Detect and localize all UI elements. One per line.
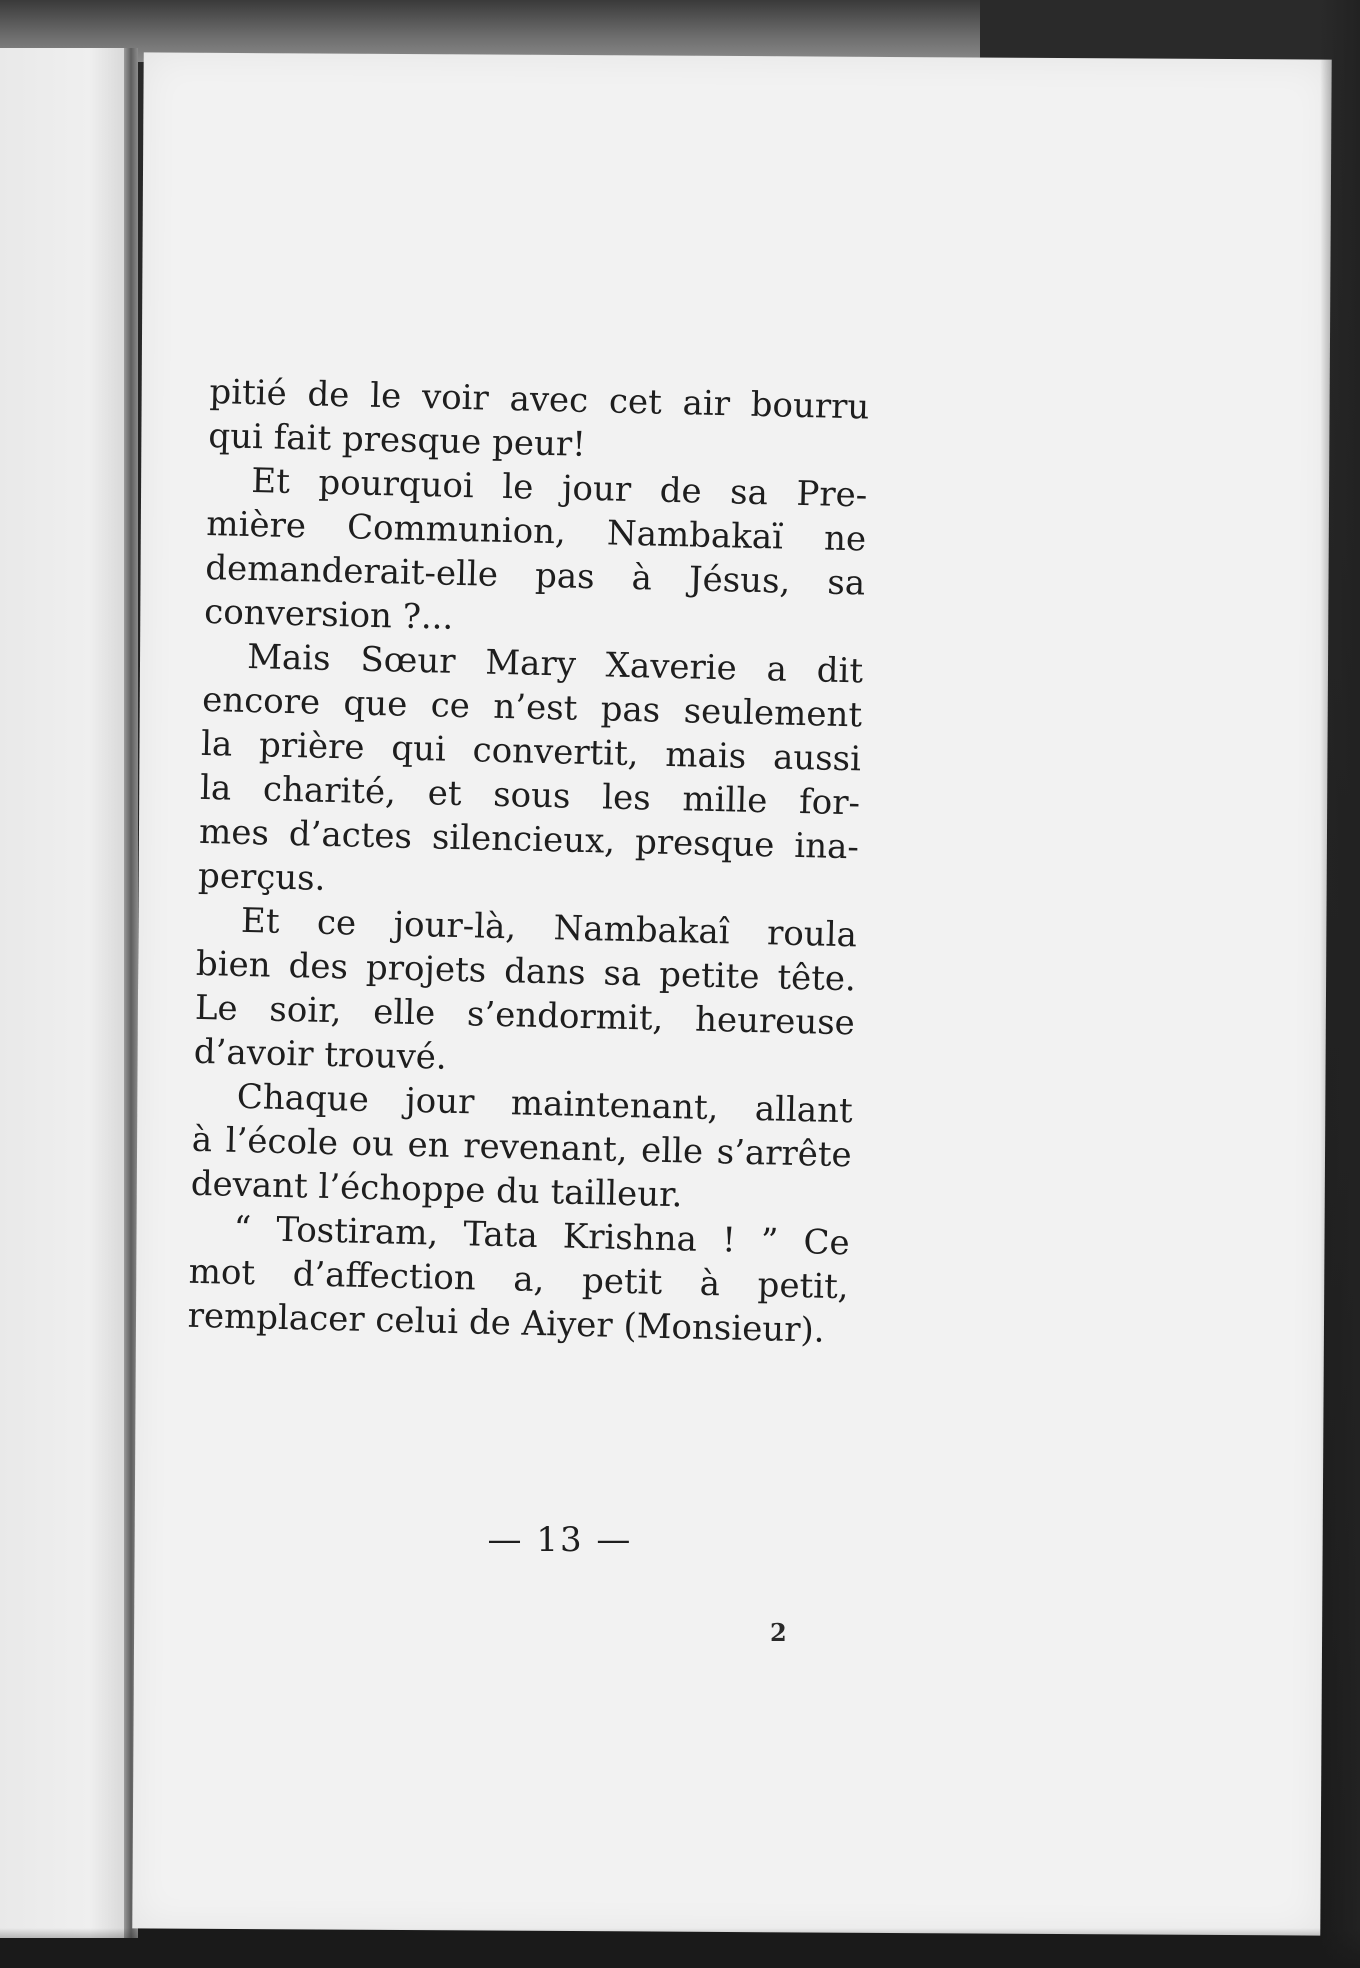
right-edge-shadow (1320, 0, 1360, 1968)
text-line: mière Communion, Nambakaï ne (205, 503, 867, 560)
paragraph-5 (190, 1074, 853, 1222)
text-line: perçus. (197, 855, 326, 899)
text-line: Chaque jour maintenant, allant (236, 1076, 854, 1132)
text-line: mot d’affection a, petit à petit, (188, 1251, 850, 1308)
printer-signature-mark: 2 (770, 1618, 787, 1647)
text-line: Et ce jour-là, Nambakaî roula (240, 900, 858, 956)
paragraph-2 (204, 458, 868, 650)
text-line: devant l’échoppe du tailleur. (190, 1163, 683, 1216)
text-line: conversion ?... (203, 591, 454, 638)
text-line: Le soir, elle s’endormit, heureuse (194, 987, 856, 1044)
bottom-edge-shadow (0, 1928, 1360, 1968)
text-line: qui fait presque peur! (207, 415, 587, 465)
text-line: bien des projets dans sa petite tête. (195, 943, 857, 1000)
text-line: d’avoir trouvé. (193, 1031, 448, 1078)
text-line: remplacer celui de Aiyer (Monsieur). (187, 1295, 826, 1351)
text-line: à l’école ou en revenant, elle s’arrête (191, 1119, 853, 1176)
text-line: la charité, et sous les mille for- (199, 767, 861, 824)
paragraph-6 (187, 1206, 850, 1354)
paragraph-4 (193, 898, 857, 1090)
paragraph-3 (198, 634, 864, 913)
text-line: encore que ce n’est pas seulement (201, 679, 863, 736)
text-line: Mais Sœur Mary Xaverie a dit (246, 636, 864, 692)
page-number: — 13 — (487, 1520, 633, 1560)
text-line: Et pourquoi le jour de sa Pre- (250, 461, 868, 516)
text-line: pitié de le voir avec cet air bourru (209, 371, 870, 428)
text-line: mes d’actes silencieux, presque ina- (198, 811, 860, 868)
facing-page-sliver (0, 48, 128, 1938)
page-body-text (187, 370, 870, 1353)
text-line: demanderait-elle pas à Jésus, sa (204, 547, 866, 604)
text-line: “ Tostiram, Tata Krishna ! ” Ce (233, 1208, 851, 1264)
text-line: la prière qui convertit, mais aussi (200, 723, 862, 780)
paragraph-1 (208, 370, 870, 474)
